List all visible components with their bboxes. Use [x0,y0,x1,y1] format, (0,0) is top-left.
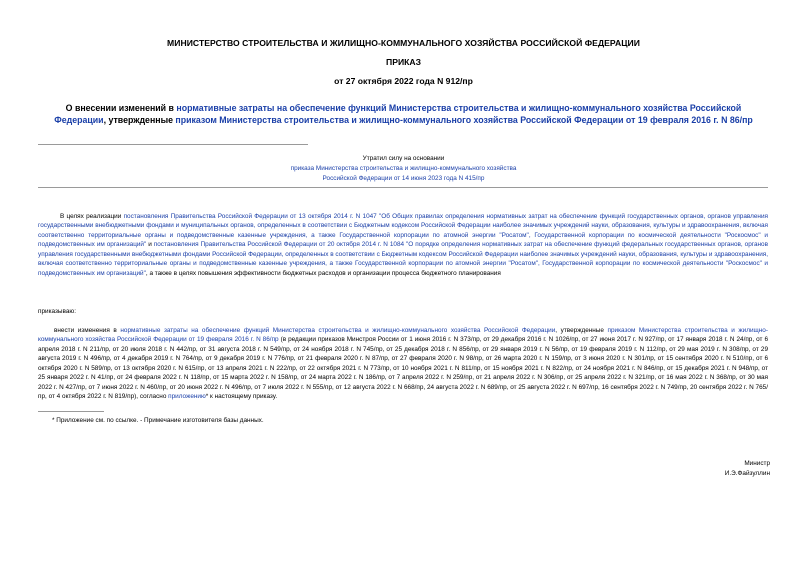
footnote-divider [38,411,104,412]
signature-name: И.Э.Файзуллин [724,470,770,477]
title-text: , утвержденные [103,115,176,125]
status-note-link-order-415-date[interactable]: Российской Федерации от 14 июня 2023 года N 415/пр [322,175,485,182]
order-link-normative-costs[interactable]: нормативные затраты на обеспечение функций Министерства строительства и жилищно-коммунального хозяйства Российской Федерации [120,327,556,334]
preamble-link-resolution-1084[interactable]: постановления Правительства Российской Федерации от 20 октября 2014 г. N 1084 "О порядке определения нормативных затрат на обеспечение функций федеральных государственных органов, органов управления государственными внебюджетными фондами Российской Федерации, определенных в соответствии с Бюджетным кодексом Российской Федерации наиболее значимых учреждений науки, образования, культуры и здравоохранения, включая соответственно территориальные органы и подведомственные казенные учреждения, а также Государственной корпорации по атомной энергии "Росатом", Государственной корпорации по космической деятельности "Роскосмос" и подведомственных им организаций" [38,241,768,277]
footnote: * Приложение см. по ссылке. - Примечание изготовителя базы данных. [52,417,264,424]
preamble-text: и [146,241,154,249]
document-date: от 27 октября 2022 года N 912/пр [334,76,473,86]
order-text: * к настоящему приказу. [205,393,278,401]
status-note-text: Утратил силу на основании [362,155,445,162]
divider [38,144,308,145]
order-link-appendix[interactable]: приложению [168,393,206,401]
preamble-paragraph [38,212,768,278]
document-type: ПРИКАЗ [386,57,421,67]
order-paragraph [38,326,768,402]
document-title [50,102,757,126]
order-amendments-list: (в редакции приказов Минстроя России от 1 июня 2016 г. N 373/пр, от 29 декабря 2016 г. N 1026/пр, от 27 июня 2017 г. N 927/пр, от 17 января 2018 г. N 24/пр, от 6 апреля 2018 г. N 211/пр, от 20 июля 2018 г. N 442/пр, от 31 августа 2018 г. N 549/пр, от 24 ноября 2018 г. N 745/пр, от 25 декабря 2018 г. N 856/пр, от 29 января 2019 г. N 56/пр, от 19 февраля 2019 г. N 112/пр, от 29 мая 2019 г. N 308/пр, от 29 августа 2019 г. N 496/пр, от 4 декабря 2019 г. N 764/пр, от 9 декабря 2019 г. N 776/пр, от 21 февраля 2020 г. N 87/пр, от 27 февраля 2020 г. N 98/пр, от 26 марта 2020 г. N 159/пр, от 3 июня 2020 г. N 301/пр, от 15 сентября 2020 г. N 510/пр, от 6 октября 2020 г. N 589/пр, от 13 октября 2020 г. N 615/пр, от 13 апреля 2021 г. N 222/пр, от 22 октября 2021 г. N 773/пр, от 10 ноября 2021 г. N 811/пр, от 15 ноября 2021 г. N 822/пр, от 24 ноября 2021 г. N 846/пр, от 15 декабря 2021 г. N 948/пр, от 25 января 2022 г. N 41/пр, от 24 февраля 2022 г. N 118/пр, от 15 марта 2022 г. N 158/пр, от 24 марта 2022 г. N 186/пр, от 7 апреля 2022 г. N 259/пр, от 21 апреля 2022 г. N 306/пр, от 25 апреля 2022 г. N 321/пр, от 16 мая 2022 г. N 368/пр, от 30 мая 2022 г. N 427/пр, от 7 июня 2022 г. N 460/пр, от 20 июня 2022 г. N 496/пр, от 7 июля 2022 г. N 555/пр, от 12 августа 2022 г. N 668/пр, 24 августа 2022 г. N 689/пр, от 25 августа 2022 г. N 697/пр, 16 сентября 2022 г. N 749/пр, 20 сентября 2022 г. N 765/пр, от 4 октября 2022 г. N 819/пр), согласно [38,336,768,401]
preamble-link-resolution-1047[interactable]: постановления Правительства Российской Федерации от 13 октября 2014 г. N 1047 "Об Общих правилах определения нормативных затрат на обеспечение функций государственных органов, органов управления государственными внебюджетными фондами и муниципальных органов, определенных в соответствии с Бюджетным кодексом Российской Федерации наиболее значимых учреждений науки, образования, культуры и здравоохранения, включая соответственно территориальные органы и подведомственные казенные учреждения, а также Государственной корпорации по атомной энергии "Росатом", Государственной корпорации по космической деятельности "Роскосмос" и подведомственных им организаций" [38,213,768,249]
preamble-text: В целях реализации [60,213,124,220]
title-link-normative-costs[interactable]: нормативные затраты на обеспечение функций Министерства строительства и жилищно-коммунального хозяйства Российской Федерации [54,103,742,125]
title-link-order-86[interactable]: приказом Министерства строительства и жилищно-коммунального хозяйства Российской Федерации от 19 февраля 2016 г. N 86/пр [175,115,753,125]
order-text: внести изменения в [54,327,121,334]
divider [38,187,768,188]
signature-position: Министр [744,460,770,467]
title-text: О внесении изменений в [65,103,177,113]
order-word: приказываю: [38,308,76,315]
status-note-link-order-415[interactable]: приказа Министерства строительства и жилищно-коммунального хозяйства [290,165,517,172]
preamble-text: , а также в целях повышения эффективности бюджетных расходов и организации процесса бюджетного планирования [145,269,501,277]
ministry-name: МИНИСТЕРСТВО СТРОИТЕЛЬСТВА И ЖИЛИЩНО-КОММУНАЛЬНОГО ХОЗЯЙСТВА РОССИЙСКОЙ ФЕДЕРАЦИИ [167,38,640,48]
order-link-order-86[interactable]: приказом Министерства строительства и жилищно-коммунального хозяйства Российской Федерации от 19 февраля 2016 г. N 86/пр [38,327,768,344]
status-note [240,154,567,184]
order-text: , утвержденные [555,327,608,334]
